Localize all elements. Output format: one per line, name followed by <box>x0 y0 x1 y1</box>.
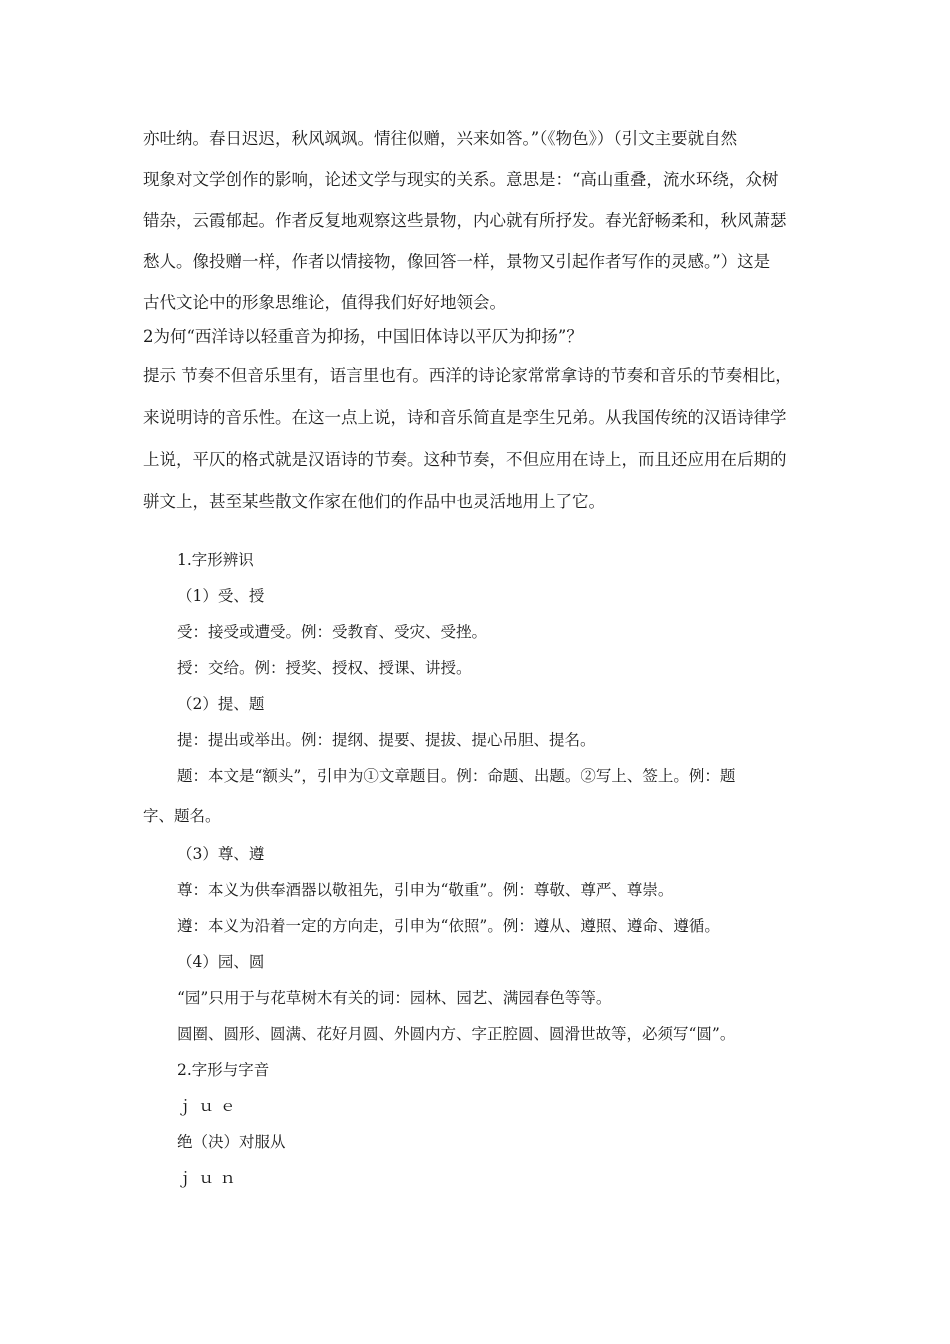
list-item: 字、题名。 <box>143 807 221 825</box>
list-item: （2）提、题 <box>177 695 265 713</box>
text-line: 来说明诗的音乐性。在这一点上说，诗和音乐简直是孪生兄弟。从我国传统的汉语诗律学 <box>143 408 787 427</box>
list-item: 受：接受或遭受。例：受教育、受灾、受挫。 <box>177 623 488 641</box>
question-2: 2为何“西洋诗以轻重音为抑扬，中国旧体诗以平仄为抑扬”？ <box>143 327 583 346</box>
paragraph-hint <box>143 355 813 523</box>
list-item: （3）尊、遵 <box>177 845 265 863</box>
list-item: “园”只用于与花草树木有关的词：园林、园艺、满园春色等等。 <box>177 989 612 1007</box>
list-item: 授：交给。例：授奖、授权、授课、讲授。 <box>177 659 472 677</box>
text-line: 亦吐纳。春日迟迟，秋风飒飒。情往似赠，兴来如答。”（《物色》）（引文主要就自然 <box>143 129 738 148</box>
text-line: 古代文论中的形象思维论，值得我们好好地领会。 <box>143 293 506 312</box>
text-line: 现象对文学创作的影响，论述文学与现实的关系。意思是：“高山重叠，流水环绕，众树 <box>143 170 779 189</box>
list-item: 尊：本义为供奉酒器以敬祖先，引申为“敬重”。例：尊敬、尊严、尊崇。 <box>177 881 674 899</box>
section-heading: 2.字形与字音 <box>177 1061 270 1079</box>
list-item: 遵：本义为沿着一定的方向走，引申为“依照”。例：遵从、遵照、遵命、遵循。 <box>177 917 720 935</box>
section-heading: 1.字形辨识 <box>177 551 254 569</box>
list-item: （4）园、圆 <box>177 953 265 971</box>
text-line: 骈文上，甚至某些散文作家在他们的作品中也灵活地用上了它。 <box>143 492 605 511</box>
text-line: 上说，平仄的格式就是汉语诗的节奏。这种节奏，不但应用在诗上，而且还应用在后期的 <box>143 450 787 469</box>
list-item: 题：本文是“额头”，引申为①文章题目。例：命题、出题。②写上、签上。例：题 <box>177 767 736 785</box>
list-item: 圆圈、圆形、圆满、花好月圆、外圆内方、字正腔圆、圆滑世故等，必须写“圆”。 <box>177 1025 736 1043</box>
paragraph-wenxin-quote <box>143 118 813 323</box>
list-item: （1）受、授 <box>177 587 265 605</box>
list-item: 提：提出或举出。例：提纲、提要、提拔、提心吊胆、提名。 <box>177 731 596 749</box>
list-item: 绝（决）对服从 <box>177 1133 286 1151</box>
text-line: 愁人。像投赠一样，作者以情接物，像回答一样，景物又引起作者写作的灵感。”）这是 <box>143 252 771 271</box>
pinyin-label: ｊｕｅ <box>177 1097 242 1115</box>
text-line: 提示 节奏不但音乐里有，语言里也有。西洋的诗论家常常拿诗的节奏和音乐的节奏相比， <box>143 366 792 385</box>
pinyin-label: ｊｕｎ <box>177 1169 242 1187</box>
text-line: 错杂，云霞郁起。作者反复地观察这些景物，内心就有所抒发。春光舒畅柔和，秋风萧瑟 <box>143 211 787 230</box>
